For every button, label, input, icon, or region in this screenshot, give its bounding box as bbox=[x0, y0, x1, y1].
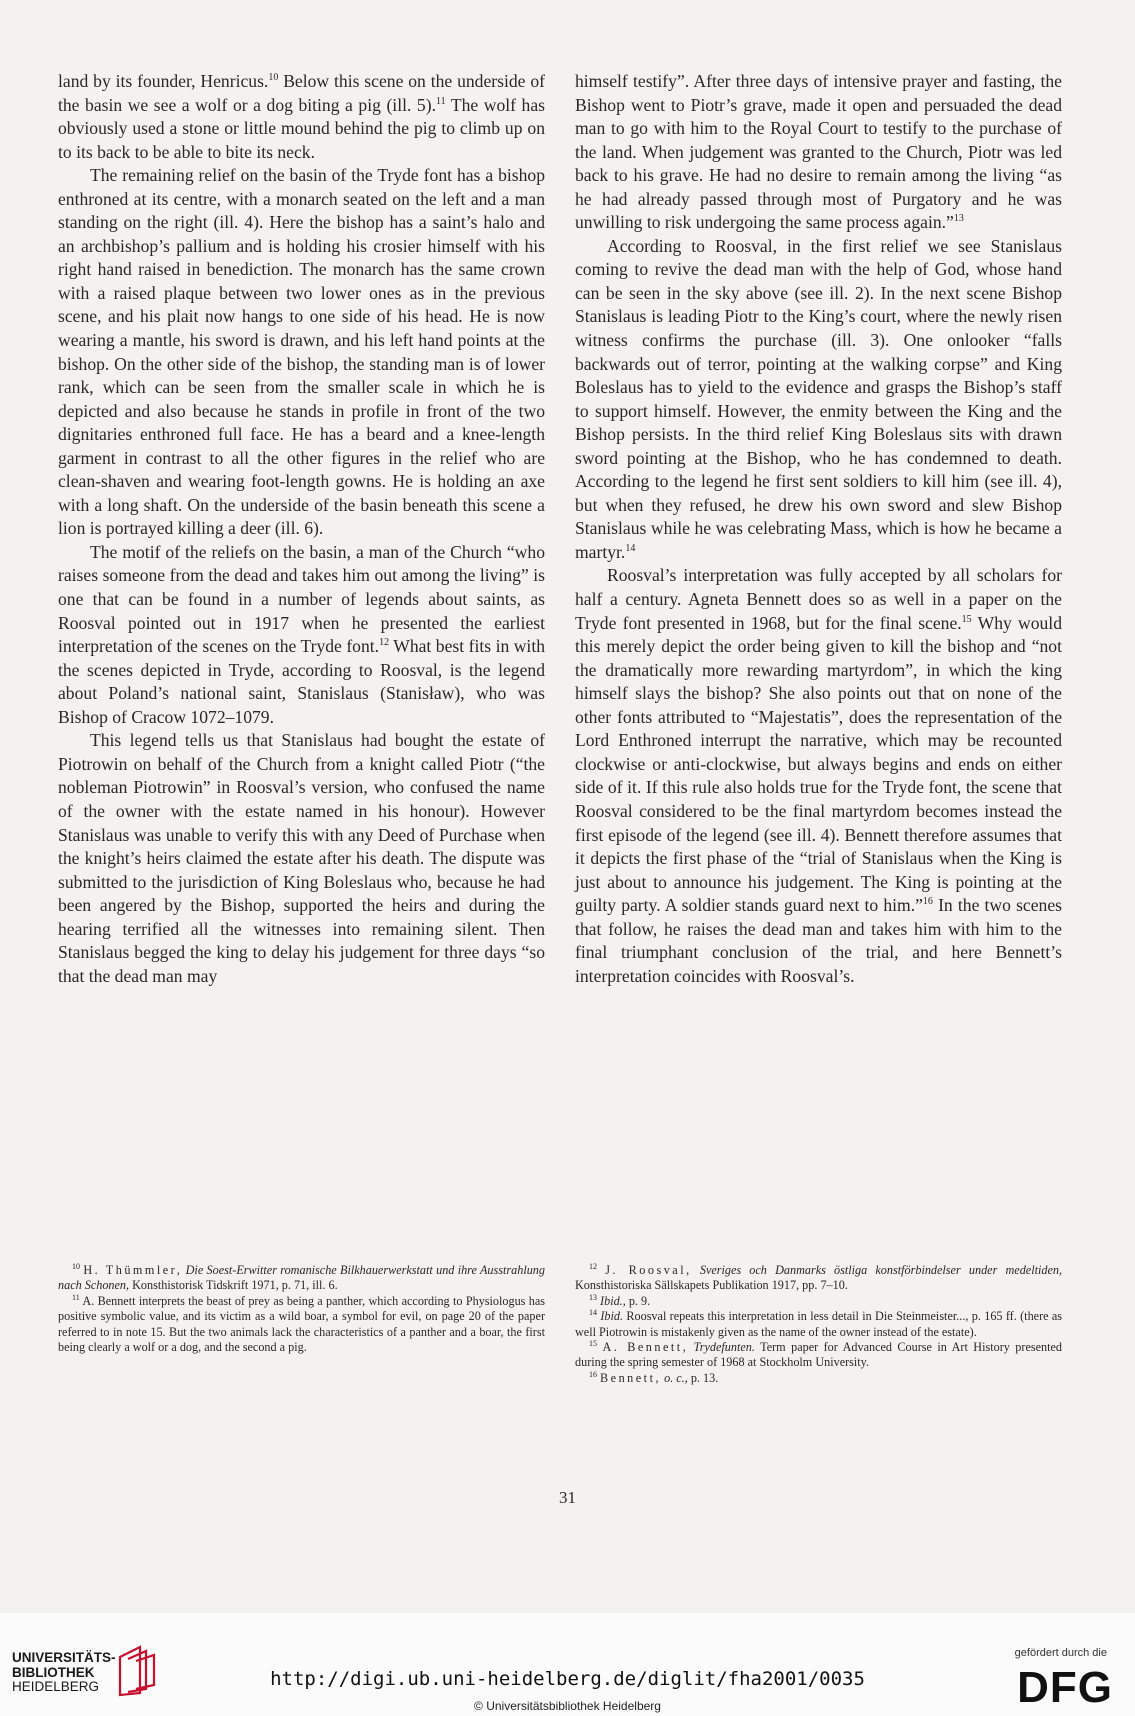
paragraph-text: Below this scene on the underside of the basin we see a wolf or a dog biting a pig (ill. 5). bbox=[58, 71, 546, 115]
paragraph-text: In the two scenes that follow, he raises the dead man and takes him with him to the final triumphant conclusion of the trial, and here Bennett’s interpretation coincides with Roosval’s. bbox=[575, 895, 1062, 986]
paragraph bbox=[575, 235, 1062, 565]
paragraph bbox=[575, 564, 1062, 988]
paragraph bbox=[58, 729, 545, 988]
footnote bbox=[58, 1294, 545, 1356]
paragraph-text: What best fits in with the scenes depicted in Tryde, according to Roosval, is the legend about Poland’s national saint, Stanislaus (Stanisław), who was Bishop of Cracow 1072–1079. bbox=[58, 636, 546, 727]
footnote-author: H. Thümmler, bbox=[83, 1263, 183, 1277]
footer-bar bbox=[0, 1613, 1135, 1716]
footnote-ref: 11 bbox=[435, 95, 446, 107]
footnote-title: Sveriges och Danmarks östliga konstförbindelser under medeltiden, bbox=[699, 1263, 1063, 1277]
digital-copy-link[interactable]: http://digi.ub.uni-heidelberg.de/diglit/fha2001/0035 bbox=[270, 1668, 865, 1690]
footnote-number: 10 bbox=[72, 1261, 80, 1271]
footnote-text: Konsthistorisk Tidskrift 1971, p. 71, ill. 6. bbox=[132, 1278, 338, 1293]
funded-by-label: gefördert durch die bbox=[1014, 1647, 1107, 1659]
footnote bbox=[575, 1294, 1062, 1309]
dfg-logo: DFG bbox=[1017, 1663, 1113, 1712]
paragraph bbox=[58, 164, 545, 541]
footnote-author: J. Roosval, bbox=[605, 1263, 692, 1277]
footnote-author: Bennett, bbox=[600, 1370, 662, 1385]
library-name-line1: UNIVERSITÄTS- bbox=[12, 1650, 116, 1665]
footnotes-right bbox=[575, 1263, 1062, 1386]
footnote-number: 13 bbox=[589, 1292, 597, 1302]
paragraph bbox=[58, 70, 545, 164]
footnote-title: Die Soest-Erwitter romanische Bilkhauerwerkstatt und ihre Ausstrahlung nach Schonen, bbox=[58, 1263, 545, 1293]
footnote-text: p. 9. bbox=[628, 1293, 651, 1308]
footnote-title: Trydefunten. bbox=[693, 1340, 755, 1355]
paragraph-text: According to Roosval, in the first relief we see Stanislaus coming to revive the dead man with the help of God, whose hand can be seen in the sky above (see ill. 2). In the next scene Bishop Stanislaus is leading Piotr to the King’s court, where the newly risen witness confirms the purchase (ill. 3). One onlooker “falls backwards out of terror, pointing at the walking corpse” and King Boleslaus has to yield to the evidence and grasps the Bishop’s staff to support himself. However, the enmity between the King and the Bishop persists. In the third relief King Boleslaus sits with drawn sword pointing at the Bishop, who he has condemned to death. According to the legend he first sent soldiers to kill him (see ill. 4), but when they refused, he drew his own sword and slew Bishop Stanislaus while he was celebrating Mass, which is how he became a martyr. bbox=[575, 235, 1062, 562]
footnote-text: Term paper for Advanced Course in Art History presented during the spring semester of 1968 at Stockholm University. bbox=[575, 1340, 1063, 1370]
footnote-title: o. c., bbox=[664, 1370, 688, 1385]
paragraph-text: himself testify”. After three days of intensive prayer and fasting, the Bishop went to Piotr’s grave, made it open and persuaded the dead man to go with him to the Royal Court to testify to the purchase of the land. When judgement was granted to the Church, Piotr was led back to his grave. He had no desire to remain among the living “as he had already passed through most of Purgatory and he was unwilling to risk undergoing the same process again.” bbox=[575, 71, 1062, 233]
footnote-number: 12 bbox=[589, 1261, 597, 1271]
footnote bbox=[575, 1340, 1062, 1371]
footnote-ref: 12 bbox=[379, 637, 390, 649]
footnote bbox=[575, 1263, 1062, 1294]
footnote-number: 15 bbox=[589, 1338, 597, 1348]
paragraph-text: Why would this merely depict the order being given to kill the bishop and “not the dramatically more rewarding martyrdom”, in which the king himself slays the bishop? She also points out that on none of the other fonts attributed to “Majestatis”, does the representation of the Lord Enthroned interrupt the narrative, which may be recounted clockwise or anti-clockwise, but always begins and ends on either side of it. If this rule also holds true for the Tryde font, the scene that Roosval considered to be the final martyrdom becomes instead the first episode of the legend (see ill. 4). Bennett therefore assumes that it depicts the first phase of the “trial of Stanislaus when the King is just about to announce his judgement. The King is pointing at the guilty party. A soldier stands guard next to him.” bbox=[575, 612, 1062, 916]
right-column bbox=[575, 70, 1062, 988]
copyright-notice: © Universitätsbibliothek Heidelberg bbox=[474, 1699, 661, 1713]
paragraph bbox=[575, 70, 1062, 235]
footnote-text: p. 13. bbox=[690, 1370, 719, 1385]
footnotes-left bbox=[58, 1263, 545, 1355]
paragraph-text: The motif of the reliefs on the basin, a man of the Church “who raises someone from the dead and takes him out among the living” is one that can be found in a number of legends about saints, as Roosval pointed out in 1917 when he presented the earliest interpretation of the scenes on the Tryde font. bbox=[58, 541, 545, 657]
footnote-text: Konsthistoriska Sällskapets Publikation 1917, pp. 7–10. bbox=[575, 1278, 848, 1293]
footnote-text: Roosval repeats this interpretation in less detail in Die Steinmeister..., p. 165 ff. (there as well Piotrowin is mistakenly given as the name of the owner instead of the estate). bbox=[575, 1309, 1063, 1339]
left-column bbox=[58, 70, 545, 988]
footnote-text: A. Bennett interprets the beast of prey as being a panther, which according to Physiologus has positive symbolic value, and its victim as a wild boar, a symbol for evil, on page 20 of the paper referred to in note 15. But the two animals lack the characteristics of a panther and a boar, the first being clearly a wolf or a dog, and the second a pig. bbox=[58, 1293, 546, 1355]
footnote-title: Ibid. bbox=[600, 1309, 624, 1324]
footnote-ref: 10 bbox=[268, 72, 279, 84]
footnote-ref: 15 bbox=[961, 613, 972, 625]
paragraph-text: Roosval’s interpretation was fully accepted by all scholars for half a century. Agneta Bennett does so as well in a paper on the Tryde font presented in 1968, but for the final scene. bbox=[575, 565, 1062, 633]
paragraph-text: land by its founder, Henricus. bbox=[58, 71, 269, 91]
footnote-number: 11 bbox=[72, 1292, 80, 1302]
library-name-line2: BIBLIOTHEK bbox=[12, 1664, 95, 1680]
footnote-ref: 14 bbox=[625, 543, 636, 555]
footnote-number: 16 bbox=[589, 1369, 597, 1379]
paragraph-text: The remaining relief on the basin of the Tryde font has a bishop enthroned at its centre, with a monarch seated on the left and a man standing on the right (ill. 4). Here the bishop has a saint’s halo and an archbishop’s pallium and is holding his crosier himself with his right hand raised in benediction. The monarch has the same crown with a raised plaque between two lower ones as in the previous scene, and his plait now hangs to one side of his head. He is now wearing a mantle, his sword is drawn, and his left hand points at the bishop. On the other side of the bishop, the standing man is of lower rank, which can be seen from the smaller scale in which he is depicted and also because he stands in profile in front of the two dignitaries enthroned full face. He has a beard and a knee-length garment in contrast to all the other figures in the relief who are clean-shaven and wearing foot-length gowns. He is holding an axe with a long shaft. On the underside of the basin beneath this scene a lion is portrayed killing a deer (ill. 6). bbox=[58, 165, 545, 539]
page-number: 31 bbox=[559, 1488, 576, 1507]
footnote-author: A. Bennett, bbox=[602, 1340, 689, 1355]
footnote bbox=[575, 1309, 1062, 1340]
footnote-ref: 16 bbox=[922, 896, 933, 908]
footnote-ref: 13 bbox=[953, 213, 964, 225]
footnote bbox=[58, 1263, 545, 1294]
paragraph-text: This legend tells us that Stanislaus had bought the estate of Piotrowin on behalf of the Church from a knight called Piotr (“the nobleman Piotrowin” in Roosval’s version, who confused the name of the owner with the estate named in his honour). However Stanislaus was unable to verify this with any Deed of Purchase when the knight’s heirs claimed the estate after his death. The dispute was submitted to the jurisdiction of King Boleslaus who, because he had been angered by the Bishop, supported the heirs and during the hearing terrified all the witnesses into remaining silent. Then Stanislaus begged the king to delay his judgement for three days “so that the dead man may bbox=[58, 730, 545, 986]
library-name-line3: HEIDELBERG bbox=[12, 1679, 100, 1694]
footnote-title: Ibid., bbox=[600, 1293, 626, 1308]
paragraph-text: The wolf has obviously used a stone or little mound behind the pig to climb up on to its back to be able to bite its neck. bbox=[58, 94, 545, 162]
footnote bbox=[575, 1371, 1062, 1386]
paragraph bbox=[58, 541, 545, 729]
footnote-number: 14 bbox=[589, 1308, 597, 1318]
